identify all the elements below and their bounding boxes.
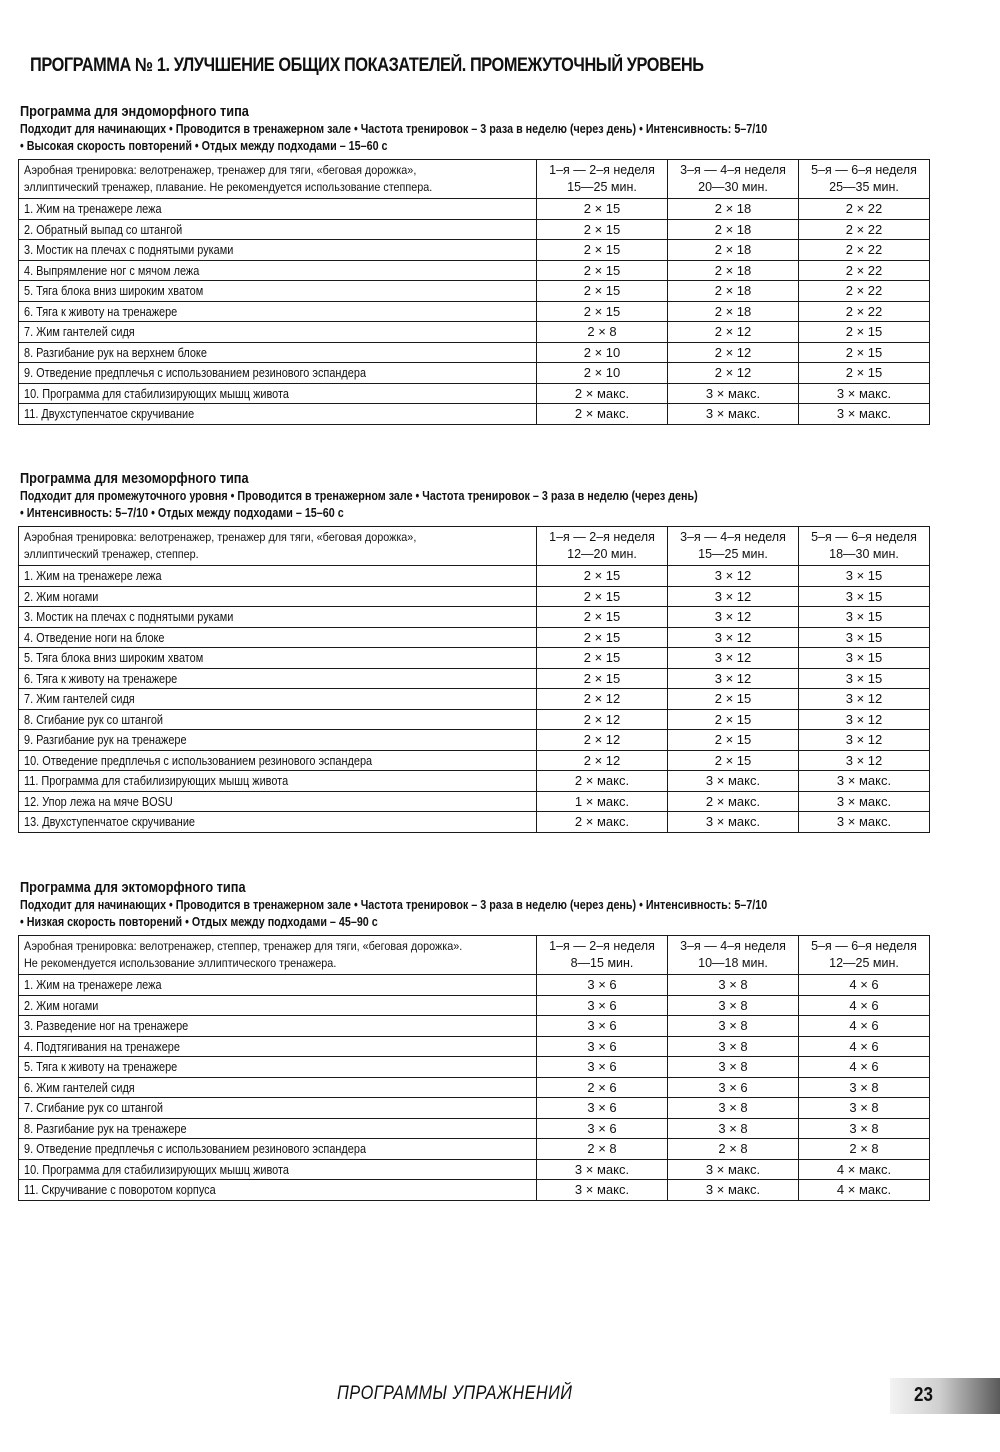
- exercise-name-cell: [19, 322, 537, 343]
- sets-reps-cell: 2 × 15: [537, 627, 668, 648]
- sets-reps-cell: 2 × 15: [668, 730, 799, 751]
- sets-reps-cell: 2 × 15: [537, 301, 668, 322]
- exercise-name-cell: [19, 975, 537, 996]
- table-row: [19, 240, 930, 261]
- exercise-name-cell: [19, 363, 537, 384]
- sets-reps-cell: 2 × 18: [668, 281, 799, 302]
- exercise-name: 1. Жим на тренажере лежа: [24, 568, 162, 584]
- aerobic-cell: [19, 527, 537, 566]
- week-header: [537, 527, 668, 566]
- week-header: [537, 936, 668, 975]
- exercise-name: 3. Разведение ног на тренажере: [24, 1018, 189, 1034]
- sets-reps-cell: 2 × 10: [537, 342, 668, 363]
- sets-reps-cell: 3 × 8: [668, 1036, 799, 1057]
- exercise-name-cell: [19, 240, 537, 261]
- sets-reps-cell: 3 × макс.: [668, 383, 799, 404]
- sets-reps-cell: 3 × 8: [668, 995, 799, 1016]
- table-header-row: [19, 527, 930, 566]
- exercise-name: 9. Отведение предплечья с использованием резинового эспандера: [24, 1141, 367, 1157]
- sets-reps-cell: 2 × 15: [668, 750, 799, 771]
- week-duration: 25—35 мин.: [829, 180, 899, 194]
- sets-reps-cell: 2 × 6: [537, 1077, 668, 1098]
- table-row: [19, 1016, 930, 1037]
- sets-reps-cell: 3 × макс.: [668, 771, 799, 792]
- sets-reps-cell: 2 × макс.: [537, 383, 668, 404]
- page-number: 23: [914, 1384, 933, 1406]
- exercise-name: 11. Программа для стабилизирующих мышц живота: [24, 773, 289, 789]
- exercise-name-cell: [19, 995, 537, 1016]
- table-row: [19, 1098, 930, 1119]
- sets-reps-cell: 3 × 15: [799, 627, 930, 648]
- aerobic-line-2: Не рекомендуется использование эллиптического тренажера.: [24, 956, 337, 970]
- table-row: [19, 281, 930, 302]
- table-row: [19, 404, 930, 425]
- sets-reps-cell: 2 × 15: [799, 363, 930, 384]
- table-row: [19, 383, 930, 404]
- table-row: [19, 627, 930, 648]
- week-label: 3–я — 4–я неделя: [680, 163, 786, 177]
- sets-reps-cell: 2 × 8: [668, 1139, 799, 1160]
- exercise-name-cell: [19, 404, 537, 425]
- sets-reps-cell: 2 × 12: [537, 709, 668, 730]
- sets-reps-cell: 3 × 15: [799, 648, 930, 669]
- table-row: [19, 301, 930, 322]
- exercise-name-cell: [19, 771, 537, 792]
- table-row: [19, 689, 930, 710]
- exercise-name-cell: [19, 281, 537, 302]
- exercise-name-cell: [19, 1180, 537, 1201]
- sets-reps-cell: 2 × 8: [537, 322, 668, 343]
- exercise-name: 6. Тяга к животу на тренажере: [24, 303, 178, 319]
- sets-reps-cell: 2 × 18: [668, 240, 799, 261]
- exercise-name-cell: [19, 1036, 537, 1057]
- exercise-name-cell: [19, 199, 537, 220]
- table-row: [19, 771, 930, 792]
- sets-reps-cell: 2 × 18: [668, 301, 799, 322]
- section-endomorph: [18, 103, 930, 425]
- section-meta-line-2: • Интенсивность: 5–7/10 • Отдых между подходами – 15–60 с: [20, 506, 344, 520]
- table-row: [19, 1159, 930, 1180]
- sets-reps-cell: 3 × 12: [799, 689, 930, 710]
- week-label: 3–я — 4–я неделя: [680, 939, 786, 953]
- week-duration: 20—30 мин.: [698, 180, 768, 194]
- section-meta-line-1: Подходит для начинающих • Проводится в тренажерном зале • Частота тренировок – 3 раза в неделю (через день) • Интенсивность: 5–7/10: [20, 122, 768, 136]
- exercise-name: 3. Мостик на плечах с поднятыми руками: [24, 609, 234, 625]
- week-duration: 8—15 мин.: [570, 956, 634, 970]
- exercise-name-cell: [19, 1139, 537, 1160]
- section-meta-line-1: Подходит для промежуточного уровня • Проводится в тренажерном зале • Частота тренировок – 3 раза в неделю (через день): [20, 489, 698, 503]
- page-title: ПРОГРАММА № 1. УЛУЧШЕНИЕ ОБЩИХ ПОКАЗАТЕЛЕЙ. ПРОМЕЖУТОЧНЫЙ УРОВЕНЬ: [30, 55, 704, 76]
- sets-reps-cell: 3 × 8: [668, 1016, 799, 1037]
- sets-reps-cell: 2 × 15: [537, 260, 668, 281]
- sets-reps-cell: 3 × 12: [668, 627, 799, 648]
- exercise-name: 4. Выпрямление ног с мячом лежа: [24, 262, 200, 278]
- sets-reps-cell: 2 × 12: [537, 730, 668, 751]
- section-title: Программа для эктоморфного типа: [20, 880, 246, 896]
- sets-reps-cell: 2 × 8: [537, 1139, 668, 1160]
- sets-reps-cell: 2 × 22: [799, 281, 930, 302]
- week-label: 5–я — 6–я неделя: [811, 163, 917, 177]
- aerobic-line-2: эллиптический тренажер, степпер.: [24, 547, 199, 561]
- exercise-name-cell: [19, 1098, 537, 1119]
- sets-reps-cell: 3 × 6: [537, 995, 668, 1016]
- sets-reps-cell: 2 × 22: [799, 199, 930, 220]
- table-row: [19, 566, 930, 587]
- exercise-name: 5. Тяга блока вниз широким хватом: [24, 283, 204, 299]
- exercise-name: 8. Разгибание рук на верхнем блоке: [24, 344, 207, 360]
- week-label: 3–я — 4–я неделя: [680, 530, 786, 544]
- sets-reps-cell: 3 × 6: [537, 1057, 668, 1078]
- sets-reps-cell: 3 × 8: [799, 1077, 930, 1098]
- exercise-name: 11. Двухступенчатое скручивание: [24, 406, 195, 422]
- table-row: [19, 730, 930, 751]
- exercise-name: 6. Тяга к животу на тренажере: [24, 670, 178, 686]
- exercise-name-cell: [19, 689, 537, 710]
- footer-title: ПРОГРАММЫ УПРАЖНЕНИЙ: [337, 1383, 573, 1404]
- sets-reps-cell: 3 × 8: [668, 1057, 799, 1078]
- week-duration: 10—18 мин.: [698, 956, 768, 970]
- section-ectomorph: [18, 879, 930, 1201]
- exercise-name: 8. Сгибание рук со штангой: [24, 711, 164, 727]
- exercise-name: 7. Жим гантелей сидя: [24, 324, 135, 340]
- exercise-name-cell: [19, 730, 537, 751]
- exercise-name-cell: [19, 607, 537, 628]
- sets-reps-cell: 4 × 6: [799, 995, 930, 1016]
- week-duration: 12—20 мин.: [567, 547, 637, 561]
- sets-reps-cell: 3 × 12: [799, 750, 930, 771]
- section-meta-line-2: • Низкая скорость повторений • Отдых между подходами – 45–90 с: [20, 915, 378, 929]
- sets-reps-cell: 3 × макс.: [537, 1159, 668, 1180]
- sets-reps-cell: 2 × 15: [537, 648, 668, 669]
- exercise-name-cell: [19, 566, 537, 587]
- sets-reps-cell: 3 × 12: [668, 648, 799, 669]
- exercise-name-cell: [19, 260, 537, 281]
- exercise-name-cell: [19, 812, 537, 833]
- exercise-name: 1. Жим на тренажере лежа: [24, 977, 162, 993]
- sets-reps-cell: 2 × 22: [799, 219, 930, 240]
- section-meta-line-1: Подходит для начинающих • Проводится в тренажерном зале • Частота тренировок – 3 раза в неделю (через день) • Интенсивность: 5–7/10: [20, 898, 768, 912]
- sets-reps-cell: 4 × 6: [799, 1036, 930, 1057]
- week-label: 1–я — 2–я неделя: [549, 939, 655, 953]
- exercise-name-cell: [19, 791, 537, 812]
- table-row: [19, 1077, 930, 1098]
- sets-reps-cell: 2 × 18: [668, 260, 799, 281]
- sets-reps-cell: 4 × 6: [799, 1057, 930, 1078]
- exercise-name-cell: [19, 342, 537, 363]
- sets-reps-cell: 1 × макс.: [537, 791, 668, 812]
- sets-reps-cell: 2 × 15: [799, 322, 930, 343]
- sets-reps-cell: 3 × 8: [668, 1098, 799, 1119]
- sets-reps-cell: 2 × 15: [537, 240, 668, 261]
- sets-reps-cell: 3 × макс.: [668, 812, 799, 833]
- week-label: 5–я — 6–я неделя: [811, 939, 917, 953]
- week-header: [799, 160, 930, 199]
- sets-reps-cell: 3 × макс.: [799, 383, 930, 404]
- sets-reps-cell: 3 × 15: [799, 668, 930, 689]
- table-row: [19, 363, 930, 384]
- exercise-name: 2. Обратный выпад со штангой: [24, 221, 183, 237]
- exercise-name: 2. Жим ногами: [24, 588, 99, 604]
- sets-reps-cell: 2 × 12: [668, 322, 799, 343]
- exercise-name: 7. Сгибание рук со штангой: [24, 1100, 164, 1116]
- table-row: [19, 750, 930, 771]
- aerobic-cell: [19, 160, 537, 199]
- exercise-name: 1. Жим на тренажере лежа: [24, 201, 162, 217]
- sets-reps-cell: 2 × 10: [537, 363, 668, 384]
- program-table-endomorph: [18, 159, 930, 425]
- exercise-name-cell: [19, 586, 537, 607]
- sets-reps-cell: 4 × 6: [799, 1016, 930, 1037]
- week-header: [668, 160, 799, 199]
- table-header-row: [19, 936, 930, 975]
- sets-reps-cell: 3 × 12: [799, 730, 930, 751]
- sets-reps-cell: 2 × 15: [537, 668, 668, 689]
- table-row: [19, 322, 930, 343]
- exercise-name: 9. Разгибание рук на тренажере: [24, 732, 187, 748]
- program-table-mesomorph: [18, 526, 930, 833]
- aerobic-cell: [19, 936, 537, 975]
- table-row: [19, 812, 930, 833]
- table-row: [19, 1139, 930, 1160]
- exercise-name: 10. Программа для стабилизирующих мышц живота: [24, 385, 289, 401]
- exercise-name-cell: [19, 301, 537, 322]
- sets-reps-cell: 2 × 12: [537, 750, 668, 771]
- exercise-name: 13. Двухступенчатое скручивание: [24, 814, 196, 830]
- table-row: [19, 260, 930, 281]
- week-header: [537, 160, 668, 199]
- sets-reps-cell: 3 × 6: [537, 1098, 668, 1119]
- sets-reps-cell: 3 × 8: [668, 975, 799, 996]
- week-label: 1–я — 2–я неделя: [549, 163, 655, 177]
- week-duration: 15—25 мин.: [567, 180, 637, 194]
- exercise-name: 2. Жим ногами: [24, 997, 99, 1013]
- week-header: [799, 527, 930, 566]
- sets-reps-cell: 3 × макс.: [799, 771, 930, 792]
- table-row: [19, 709, 930, 730]
- sets-reps-cell: 2 × 15: [537, 607, 668, 628]
- sets-reps-cell: 4 × 6: [799, 975, 930, 996]
- week-header: [668, 936, 799, 975]
- sets-reps-cell: 4 × макс.: [799, 1180, 930, 1201]
- exercise-name-cell: [19, 627, 537, 648]
- sets-reps-cell: 3 × 12: [668, 607, 799, 628]
- sets-reps-cell: 3 × 12: [799, 709, 930, 730]
- sets-reps-cell: 2 × 15: [537, 566, 668, 587]
- table-row: [19, 995, 930, 1016]
- week-label: 1–я — 2–я неделя: [549, 530, 655, 544]
- sets-reps-cell: 2 × 12: [668, 363, 799, 384]
- sets-reps-cell: 2 × 12: [668, 342, 799, 363]
- sets-reps-cell: 3 × 12: [668, 586, 799, 607]
- exercise-name-cell: [19, 1077, 537, 1098]
- exercise-name-cell: [19, 668, 537, 689]
- table-row: [19, 975, 930, 996]
- exercise-name: 4. Отведение ноги на блоке: [24, 629, 165, 645]
- exercise-name-cell: [19, 1118, 537, 1139]
- exercise-name-cell: [19, 1057, 537, 1078]
- sets-reps-cell: 2 × макс.: [537, 771, 668, 792]
- sets-reps-cell: 2 × 18: [668, 219, 799, 240]
- table-row: [19, 668, 930, 689]
- sets-reps-cell: 3 × макс.: [668, 1159, 799, 1180]
- sets-reps-cell: 3 × 12: [668, 668, 799, 689]
- table-row: [19, 219, 930, 240]
- section-title: Программа для мезоморфного типа: [20, 471, 249, 487]
- sets-reps-cell: 2 × 15: [799, 342, 930, 363]
- table-row: [19, 1057, 930, 1078]
- section-mesomorph: [18, 470, 930, 833]
- program-table-ectomorph: [18, 935, 930, 1201]
- exercise-name: 5. Тяга к животу на тренажере: [24, 1059, 178, 1075]
- exercise-name: 4. Подтягивания на тренажере: [24, 1038, 180, 1054]
- sets-reps-cell: 2 × 8: [799, 1139, 930, 1160]
- exercise-name: 10. Отведение предплечья с использованием резинового эспандера: [24, 752, 373, 768]
- exercise-name-cell: [19, 648, 537, 669]
- sets-reps-cell: 3 × 6: [537, 975, 668, 996]
- week-duration: 15—25 мин.: [698, 547, 768, 561]
- aerobic-line-2: эллиптический тренажер, плавание. Не рекомендуется использование степпера.: [24, 180, 433, 194]
- exercise-name: 7. Жим гантелей сидя: [24, 691, 135, 707]
- sets-reps-cell: 3 × 6: [668, 1077, 799, 1098]
- sets-reps-cell: 2 × 15: [668, 689, 799, 710]
- sets-reps-cell: 3 × 12: [668, 566, 799, 587]
- aerobic-line-1: Аэробная тренировка: велотренажер, тренажер для тяги, «беговая дорожка»,: [24, 163, 417, 177]
- exercise-name: 8. Разгибание рук на тренажере: [24, 1120, 187, 1136]
- sets-reps-cell: 2 × макс.: [537, 404, 668, 425]
- sets-reps-cell: 3 × 8: [668, 1118, 799, 1139]
- sets-reps-cell: 2 × 15: [537, 199, 668, 220]
- sets-reps-cell: 2 × 15: [537, 281, 668, 302]
- sets-reps-cell: 3 × 8: [799, 1098, 930, 1119]
- exercise-name: 5. Тяга блока вниз широким хватом: [24, 650, 204, 666]
- sets-reps-cell: 2 × 18: [668, 199, 799, 220]
- exercise-name-cell: [19, 709, 537, 730]
- sets-reps-cell: 2 × макс.: [537, 812, 668, 833]
- exercise-name-cell: [19, 1016, 537, 1037]
- section-meta-line-2: • Высокая скорость повторений • Отдых между подходами – 15–60 с: [20, 139, 388, 153]
- section-title: Программа для эндоморфного типа: [20, 104, 249, 120]
- sets-reps-cell: 3 × 15: [799, 607, 930, 628]
- aerobic-line-1: Аэробная тренировка: велотренажер, степпер, тренажер для тяги, «беговая дорожка».: [24, 939, 463, 953]
- week-header: [668, 527, 799, 566]
- exercise-name: 10. Программа для стабилизирующих мышц живота: [24, 1161, 289, 1177]
- week-duration: 12—25 мин.: [829, 956, 899, 970]
- sets-reps-cell: 2 × макс.: [668, 791, 799, 812]
- table-row: [19, 199, 930, 220]
- sets-reps-cell: 2 × 15: [668, 709, 799, 730]
- table-row: [19, 1036, 930, 1057]
- sets-reps-cell: 3 × 8: [799, 1118, 930, 1139]
- week-label: 5–я — 6–я неделя: [811, 530, 917, 544]
- sets-reps-cell: 3 × макс.: [799, 791, 930, 812]
- exercise-name-cell: [19, 383, 537, 404]
- sets-reps-cell: 2 × 22: [799, 301, 930, 322]
- sets-reps-cell: 3 × макс.: [537, 1180, 668, 1201]
- sets-reps-cell: 3 × 15: [799, 586, 930, 607]
- aerobic-line-1: Аэробная тренировка: велотренажер, тренажер для тяги, «беговая дорожка»,: [24, 530, 417, 544]
- sets-reps-cell: 4 × макс.: [799, 1159, 930, 1180]
- exercise-name: 11. Скручивание с поворотом корпуса: [24, 1182, 216, 1198]
- table-row: [19, 1180, 930, 1201]
- exercise-name-cell: [19, 1159, 537, 1180]
- sets-reps-cell: 3 × 6: [537, 1036, 668, 1057]
- sets-reps-cell: 3 × 15: [799, 566, 930, 587]
- sets-reps-cell: 2 × 15: [537, 219, 668, 240]
- week-header: [799, 936, 930, 975]
- sets-reps-cell: 3 × 6: [537, 1118, 668, 1139]
- table-row: [19, 586, 930, 607]
- sets-reps-cell: 2 × 22: [799, 260, 930, 281]
- table-row: [19, 1118, 930, 1139]
- exercise-name-cell: [19, 219, 537, 240]
- table-row: [19, 648, 930, 669]
- exercise-name: 6. Жим гантелей сидя: [24, 1079, 135, 1095]
- exercise-name: 12. Упор лежа на мяче BOSU: [24, 793, 173, 809]
- page-number-box: [890, 1378, 1000, 1414]
- sets-reps-cell: 2 × 15: [537, 586, 668, 607]
- week-duration: 18—30 мин.: [829, 547, 899, 561]
- exercise-name: 3. Мостик на плечах с поднятыми руками: [24, 242, 234, 258]
- sets-reps-cell: 3 × макс.: [668, 404, 799, 425]
- sets-reps-cell: 3 × 6: [537, 1016, 668, 1037]
- sets-reps-cell: 3 × макс.: [668, 1180, 799, 1201]
- sets-reps-cell: 3 × макс.: [799, 812, 930, 833]
- exercise-name-cell: [19, 750, 537, 771]
- table-row: [19, 607, 930, 628]
- exercise-name: 9. Отведение предплечья с использованием резинового эспандера: [24, 365, 367, 381]
- table-row: [19, 791, 930, 812]
- sets-reps-cell: 2 × 22: [799, 240, 930, 261]
- sets-reps-cell: 3 × макс.: [799, 404, 930, 425]
- table-row: [19, 342, 930, 363]
- sets-reps-cell: 2 × 12: [537, 689, 668, 710]
- table-header-row: [19, 160, 930, 199]
